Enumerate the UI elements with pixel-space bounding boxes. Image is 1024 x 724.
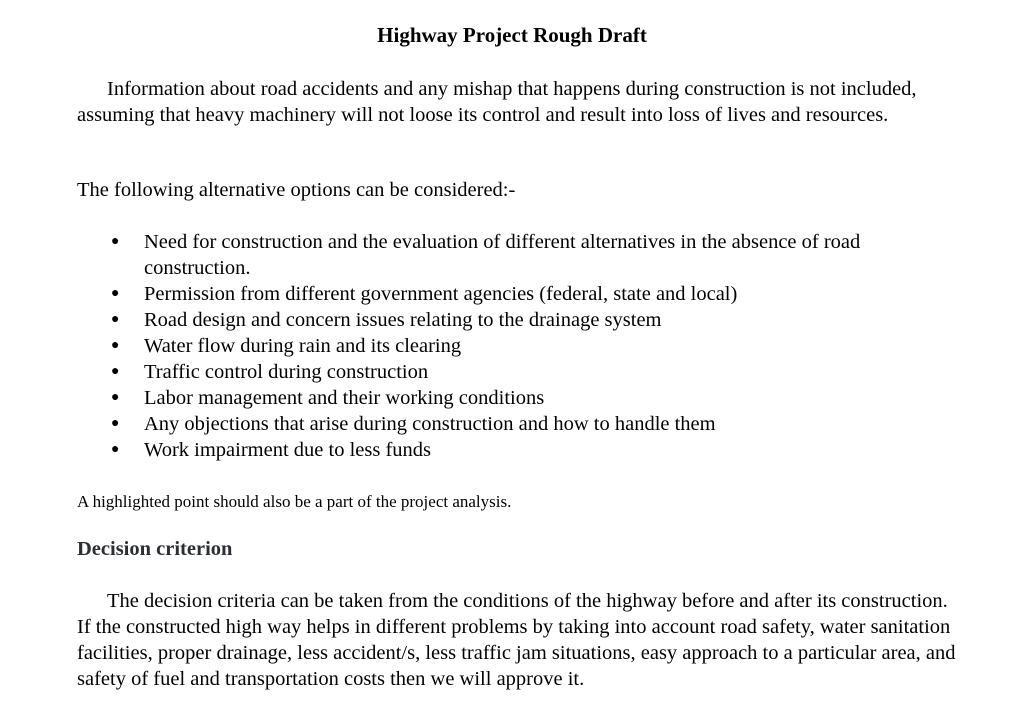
list-item-text: Need for construction and the evaluation of different alternatives in the absence of road construction. [144,231,861,279]
list-item [77,411,957,437]
list-item [77,359,957,385]
list-item [77,229,957,281]
list-item-text: Work impairment due to less funds [144,439,432,461]
list-item [77,281,957,307]
bullet-icon: ● [111,312,120,327]
bullet-icon: ● [111,442,120,457]
list-item [77,333,957,359]
highlight-note: A highlighted point should also be a part of the project analysis. [77,492,512,511]
list-item-text: Labor management and their working conditions [144,387,545,409]
options-list [77,229,957,463]
list-item [77,437,957,463]
bullet-icon: ● [111,390,120,405]
bullet-icon: ● [111,286,120,301]
list-item [77,385,957,411]
intro-paragraph [77,76,957,128]
list-item-text: Water flow during rain and its clearing [144,335,462,357]
list-item-text: Permission from different government agencies (federal, state and local) [144,283,738,305]
bullet-icon: ● [111,364,120,379]
bullet-icon: ● [111,338,120,353]
list-item-text: Any objections that arise during construction and how to handle them [144,413,716,435]
bullet-icon: ● [111,234,120,249]
decision-paragraph [77,588,957,692]
document-title: Highway Project Rough Draft [377,23,647,47]
decision-paragraph-text: The decision criteria can be taken from the conditions of the highway before and after its construction. If the constructed high way helps in different problems by taking into account road safety, water sanitation facilities, proper drainage, less accident/s, less traffic jam situations, easy approach to a particular area, and safety of fuel and transportation costs then we will approve it. [77,590,956,690]
bullet-icon: ● [111,416,120,431]
list-item-text: Road design and concern issues relating to the drainage system [144,309,662,331]
list-item-text: Traffic control during construction [144,361,429,383]
intro-paragraph-text: Information about road accidents and any mishap that happens during construction is not included, assuming that heavy machinery will not loose its control and result into loss of lives and resources. [77,78,917,126]
section-heading: Decision criterion [77,538,233,560]
options-lead: The following alternative options can be considered:- [77,179,516,201]
list-item [77,307,957,333]
